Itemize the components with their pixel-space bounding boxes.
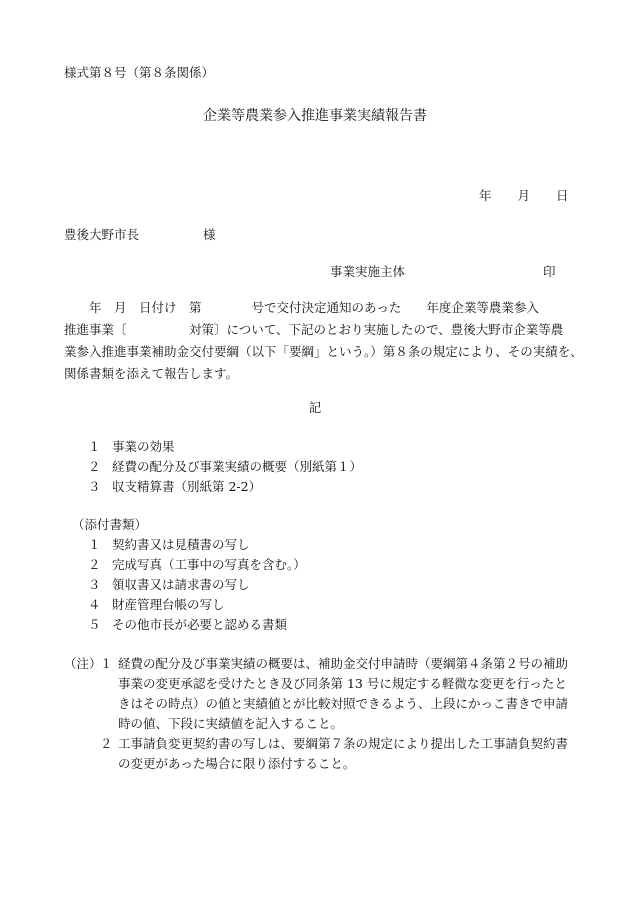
note-2-number: ２ xyxy=(100,736,113,751)
attachment-text: 財産管理台帳の写し xyxy=(112,597,225,612)
note-1-line: きはその時点）の値と実績値とが比較対照できるよう、上段にかっこ書きで申請 xyxy=(118,696,569,711)
list-item-expense-summary xyxy=(88,461,362,474)
addressee-honorific: 様 xyxy=(203,227,216,242)
item-text: 経費の配分及び事業実績の概要（別紙第１） xyxy=(112,459,363,474)
date-day-label: 日 xyxy=(556,188,569,203)
attachment-text: 領収書又は請求書の写し xyxy=(112,577,250,592)
note-2-line: の変更があった場合に限り添付すること。 xyxy=(118,756,356,771)
attachment-number: ３ xyxy=(88,577,101,592)
item-text: 収支精算書（別紙第 2-2） xyxy=(112,479,262,494)
addressee-name: 豊後大野市長 xyxy=(64,227,140,242)
notes-label: （注） xyxy=(64,656,102,671)
attachment-item xyxy=(88,579,250,592)
note-1-line: 事業の変更承認を受けたとき及び同条第 13 号に規定する軽微な変更を行ったと xyxy=(118,676,567,691)
form-number: 様式第８号（第８条関係） xyxy=(64,65,215,80)
seal-mark: 印 xyxy=(543,264,556,279)
document-title: 企業等農業参入推進事業実績報告書 xyxy=(203,108,427,124)
report-date xyxy=(479,190,569,203)
date-year-label: 年 xyxy=(479,188,492,203)
body-line: 業参入推進事業補助金交付要綱（以下「要綱」という。）第８条の規定により、その実績を、 xyxy=(64,344,583,359)
body-line: 年 月 日付け 第 号で交付決定通知のあった 年度企業等農業参入 xyxy=(64,300,539,315)
attachments-heading: （添付書類） xyxy=(72,517,148,532)
note-1-line: 経費の配分及び事業実績の概要は、補助金交付申請時（要綱第４条第２号の補助 xyxy=(118,656,569,671)
list-item-effects xyxy=(88,441,175,454)
note-1-number: １ xyxy=(100,656,113,671)
item-number: ３ xyxy=(88,479,101,494)
attachment-number: １ xyxy=(88,537,101,552)
attachment-item xyxy=(88,559,306,572)
item-number: ２ xyxy=(88,459,101,474)
attachment-text: 完成写真（工事中の写真を含む。） xyxy=(112,557,306,572)
addressee xyxy=(64,229,216,242)
ki-heading: 記 xyxy=(308,400,322,415)
attachment-number: ５ xyxy=(88,617,101,632)
body-line: 推進事業〔 対策〕について、下記のとおり実施したので、豊後大野市企業等農 xyxy=(64,322,564,337)
attachment-number: ２ xyxy=(88,557,101,572)
item-text: 事業の効果 xyxy=(112,439,175,454)
note-2-line: 工事請負変更契約書の写しは、要綱第７条の規定により提出した工事請負契約書 xyxy=(118,736,569,751)
attachment-item xyxy=(88,619,287,632)
attachment-item xyxy=(88,539,250,552)
attachment-item xyxy=(88,599,225,612)
attachment-number: ４ xyxy=(88,597,101,612)
note-1-line: 時の値、下段に実績値を記入すること。 xyxy=(118,716,344,731)
item-number: １ xyxy=(88,439,101,454)
attachment-text: その他市長が必要と認める書類 xyxy=(112,617,288,632)
body-line: 関係書類を添えて報告します。 xyxy=(64,366,239,381)
list-item-settlement xyxy=(88,481,261,494)
implementer-label: 事業実施主体 xyxy=(330,264,406,279)
date-month-label: 月 xyxy=(517,188,531,203)
attachment-text: 契約書又は見積書の写し xyxy=(112,537,250,552)
